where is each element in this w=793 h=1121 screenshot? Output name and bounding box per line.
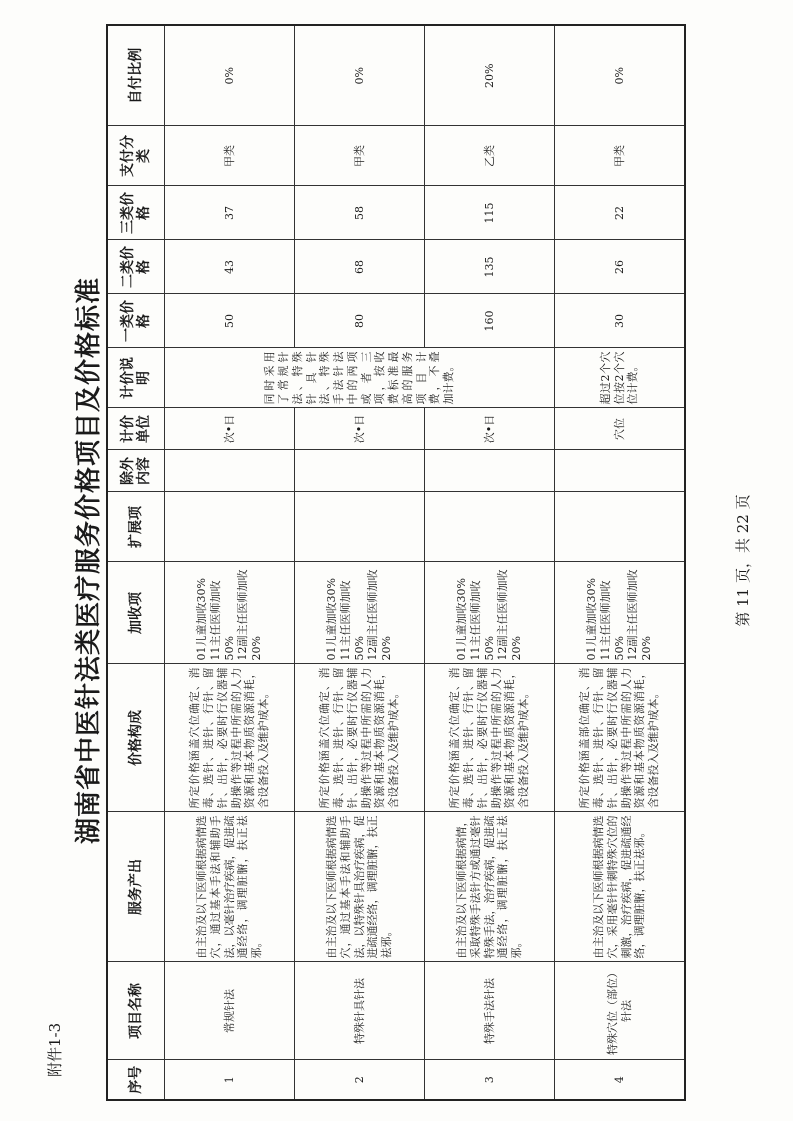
attachment-label: 附件1-3 <box>46 1022 64 1077</box>
header-cell: 计价单位 <box>107 408 165 450</box>
header-cell: 扩展项 <box>107 492 165 562</box>
exclusion-content <box>165 450 295 492</box>
service-output: 由主治及以下医师根据病情，采取特殊手法针方或通过毫针特殊手法，治疗疾病，促进疏通经络，调理脏腑，扶正祛邪。 <box>425 812 555 962</box>
billing-note: 同时采用了常规针法、特殊针具针法、特殊手法针法中的两项或者三项，按收费标准最高的服务项目计费，不叠加计费。 <box>165 348 555 408</box>
billing-unit: 次•日 <box>165 408 295 450</box>
row-number: 1 <box>165 1060 295 1100</box>
extension-items <box>165 492 295 562</box>
billing-unit: 次•日 <box>425 408 555 450</box>
document-title: 湖南省中医针法类医疗服务价格项目及价格标准 <box>74 277 104 845</box>
table-row <box>555 25 686 1100</box>
service-output: 由主治及以下医师根据病情选穴，采用毫针针刺特殊穴位的刺激，治疗疾病，促进疏通经络，调理脏腑，扶正祛邪。 <box>555 812 686 962</box>
item-name: 特殊手法针法 <box>425 962 555 1060</box>
row-number: 3 <box>425 1060 555 1100</box>
exclusion-content <box>555 450 686 492</box>
table-header-row <box>107 25 165 1100</box>
surcharge-items: 01儿童加收30% 11主任医师加收50% 12副主任医师加收20% <box>425 562 555 664</box>
price-class-1: 30 <box>555 294 686 348</box>
item-name: 特殊针具针法 <box>295 962 425 1060</box>
surcharge-items: 01儿童加收30% 11主任医师加收50% 12副主任医师加收20% <box>295 562 425 664</box>
extension-items <box>425 492 555 562</box>
payment-class: 甲类 <box>555 126 686 186</box>
self-pay-ratio: 0% <box>555 25 686 126</box>
price-class-1: 50 <box>165 294 295 348</box>
price-class-3: 115 <box>425 186 555 240</box>
header-cell: 除外内容 <box>107 450 165 492</box>
payment-class: 甲类 <box>295 126 425 186</box>
billing-unit: 穴位 <box>555 408 686 450</box>
price-composition: 所定价格涵盖穴位确定、消毒、选针、进针、行针、留针、出针，必要时行仪器辅助操作等过程中所需的人力资源和基本物质资源消耗，含设备投入及维护成本。 <box>295 664 425 812</box>
surcharge-items: 01儿童加收30% 11主任医师加收50% 12副主任医师加收20% <box>555 562 686 664</box>
header-cell: 一类价格 <box>107 294 165 348</box>
price-class-3: 37 <box>165 186 295 240</box>
price-class-2: 43 <box>165 240 295 294</box>
price-class-1: 160 <box>425 294 555 348</box>
header-cell: 计价说明 <box>107 348 165 408</box>
table-row <box>165 25 295 1100</box>
price-class-1: 80 <box>295 294 425 348</box>
pricing-table <box>106 24 686 1101</box>
self-pay-ratio: 0% <box>165 25 295 126</box>
self-pay-ratio: 20% <box>425 25 555 126</box>
item-name: 常规针法 <box>165 962 295 1060</box>
header-cell: 三类价格 <box>107 186 165 240</box>
table-row <box>295 25 425 1100</box>
item-name: 特殊穴位（部位）针法 <box>555 962 686 1060</box>
price-class-2: 68 <box>295 240 425 294</box>
table-row <box>425 25 555 1100</box>
header-cell: 项目名称 <box>107 962 165 1060</box>
service-output: 由主治及以下医师根据病情选穴，通过基本手法和辅助手法，以毫针治疗疾病，促进疏通经络，调理脏腑，扶正祛邪。 <box>165 812 295 962</box>
price-class-3: 58 <box>295 186 425 240</box>
header-cell: 价格构成 <box>107 664 165 812</box>
billing-unit: 次•日 <box>295 408 425 450</box>
header-cell: 服务产出 <box>107 812 165 962</box>
price-class-3: 22 <box>555 186 686 240</box>
self-pay-ratio: 0% <box>295 25 425 126</box>
price-class-2: 26 <box>555 240 686 294</box>
exclusion-content <box>295 450 425 492</box>
price-composition: 所定价格涵盖穴位确定、消毒、选针、进针、行针、留针、出针，必要时行仪器辅助操作等过程中所需的人力资源和基本物质资源消耗，含设备投入及维护成本。 <box>425 664 555 812</box>
service-output: 由主治及以下医师根据病情选穴，通过基本手法和辅助手法，以特殊针具治疗疾病，促进疏通经络，调理脏腑，扶正祛邪。 <box>295 812 425 962</box>
payment-class: 乙类 <box>425 126 555 186</box>
row-number: 4 <box>555 1060 686 1100</box>
header-cell: 自付比例 <box>107 25 165 126</box>
price-class-2: 135 <box>425 240 555 294</box>
billing-note: 超过2个穴位按2个穴位计费。 <box>555 348 686 408</box>
exclusion-content <box>425 450 555 492</box>
row-number: 2 <box>295 1060 425 1100</box>
page-number-footer: 第 11 页，共 22 页 <box>734 494 752 627</box>
price-composition: 所定价格涵盖穴位确定、消毒、选针、进针、行针、留针、出针，必要时行仪器辅助操作等过程中所需的人力资源和基本物质资源消耗，含设备投入及维护成本。 <box>165 664 295 812</box>
header-cell: 加收项 <box>107 562 165 664</box>
price-composition: 所定价格涵盖部位确定、消毒、选针、进针、行针、留针、出针，必要时行仪器辅助操作等过程中所需的人力资源和基本物质资源消耗，含设备投入及维护成本。 <box>555 664 686 812</box>
header-cell: 序号 <box>107 1060 165 1100</box>
payment-class: 甲类 <box>165 126 295 186</box>
header-cell: 支付分类 <box>107 126 165 186</box>
extension-items <box>555 492 686 562</box>
surcharge-items: 01儿童加收30% 11主任医师加收50% 12副主任医师加收20% <box>165 562 295 664</box>
header-cell: 二类价格 <box>107 240 165 294</box>
extension-items <box>295 492 425 562</box>
